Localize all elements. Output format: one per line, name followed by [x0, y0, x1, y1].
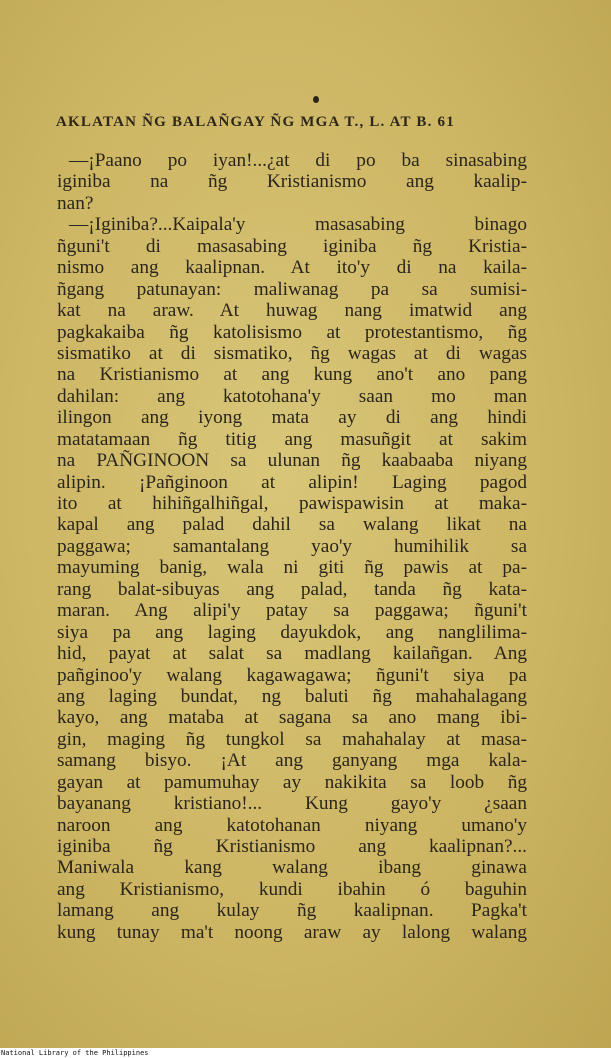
text-line: ilingon ang iyong mata ay di ang hindi — [57, 407, 527, 429]
text-line: Maniwala kang walang ibang ginawa — [57, 857, 527, 879]
text-line: alipin. ¡Pañginoon at alipin! Laging pagod — [57, 471, 527, 493]
ink-dot-mark — [313, 96, 319, 103]
text-line: naroon ang katotohanan niyang umano'y — [57, 814, 527, 836]
text-line: na Kristianismo at ang kung ano't ano pang — [57, 364, 527, 386]
text-line: kapal ang palad dahil sa walang likat na — [57, 514, 527, 536]
text-line: kat na araw. At huwag nang imatwid ang — [57, 300, 527, 322]
text-line: kayo, ang mataba at sagana sa ano mang ibi- — [57, 707, 527, 729]
text-line: iginiba na ñg Kristianismo ang kaalip- — [57, 171, 527, 193]
text-line: nan? — [57, 192, 94, 214]
text-line: —¡Paano po iyan!...¿at di po ba sinasabing — [69, 150, 527, 171]
library-credit: National Library of the Philippines — [0, 1048, 611, 1058]
text-line: paggawa; samantalang yao'y humihilik sa — [57, 535, 527, 557]
text-line: nismo ang kaalipnan. At ito'y di na kaila- — [57, 257, 527, 279]
text-line: samang bisyo. ¡At ang ganyang mga kala- — [57, 750, 527, 772]
body-text — [57, 150, 527, 943]
text-line: matatamaan ñg titig ang masuñgit at sakim — [57, 428, 527, 450]
text-line: hid, payat at salat sa madlang kailañgan. Ang — [57, 643, 527, 665]
text-line: bayanang kristiano!... Kung gayo'y ¿saan — [57, 793, 527, 815]
text-line: pagkakaiba ñg katolisismo at protestantismo, ñg — [57, 321, 527, 343]
text-line: rang balat-sibuyas ang palad, tanda ñg kata- — [57, 578, 527, 600]
text-line: na PAÑGINOON sa ulunan ñg kaabaaba niyang — [57, 450, 527, 472]
text-line: siya pa ang laging dayukdok, ang nanglilima- — [57, 621, 527, 643]
text-line: mayuming banig, wala ni giti ñg pawis at pa- — [57, 557, 527, 579]
text-line: pañginoo'y walang kagawagawa; ñguni't siya pa — [57, 664, 527, 686]
text-line: gayan at pamumuhay ay nakikita sa loob ñg — [57, 771, 527, 793]
text-line: gin, maging ñg tungkol sa mahahalay at masa- — [57, 728, 527, 750]
text-line: ñgang patunayan: maliwanag pa sa sumisi- — [57, 278, 527, 300]
text-line: kung tunay ma't noong araw ay lalong walang — [57, 921, 527, 943]
text-line: iginiba ñg Kristianismo ang kaalipnan?... — [57, 836, 527, 857]
running-header: AKLATAN ÑG BALAÑGAY ÑG MGA T., L. AT B. 61 — [56, 114, 455, 130]
text-line: ang Kristianismo, kundi ibahin ó baguhin — [57, 878, 527, 900]
text-line: —¡Iginiba?...Kaipala'y masasabing binago — [69, 214, 527, 236]
text-line: lamang ang kulay ñg kaalipnan. Pagka't — [57, 900, 527, 922]
text-line: ang laging bundat, ng baluti ñg mahahalagang — [57, 685, 527, 707]
text-line: sismatiko at di sismatiko, ñg wagas at di wagas — [57, 342, 527, 364]
text-line: ñguni't di masasabing iginiba ñg Kristia- — [57, 235, 527, 257]
text-line: ito at hihiñgalhiñgal, pawispawisin at maka- — [57, 493, 527, 514]
text-line: dahilan: ang katotohana'y saan mo man — [57, 385, 527, 407]
text-line: maran. Ang alipi'y patay sa paggawa; ñguni't — [57, 600, 527, 622]
